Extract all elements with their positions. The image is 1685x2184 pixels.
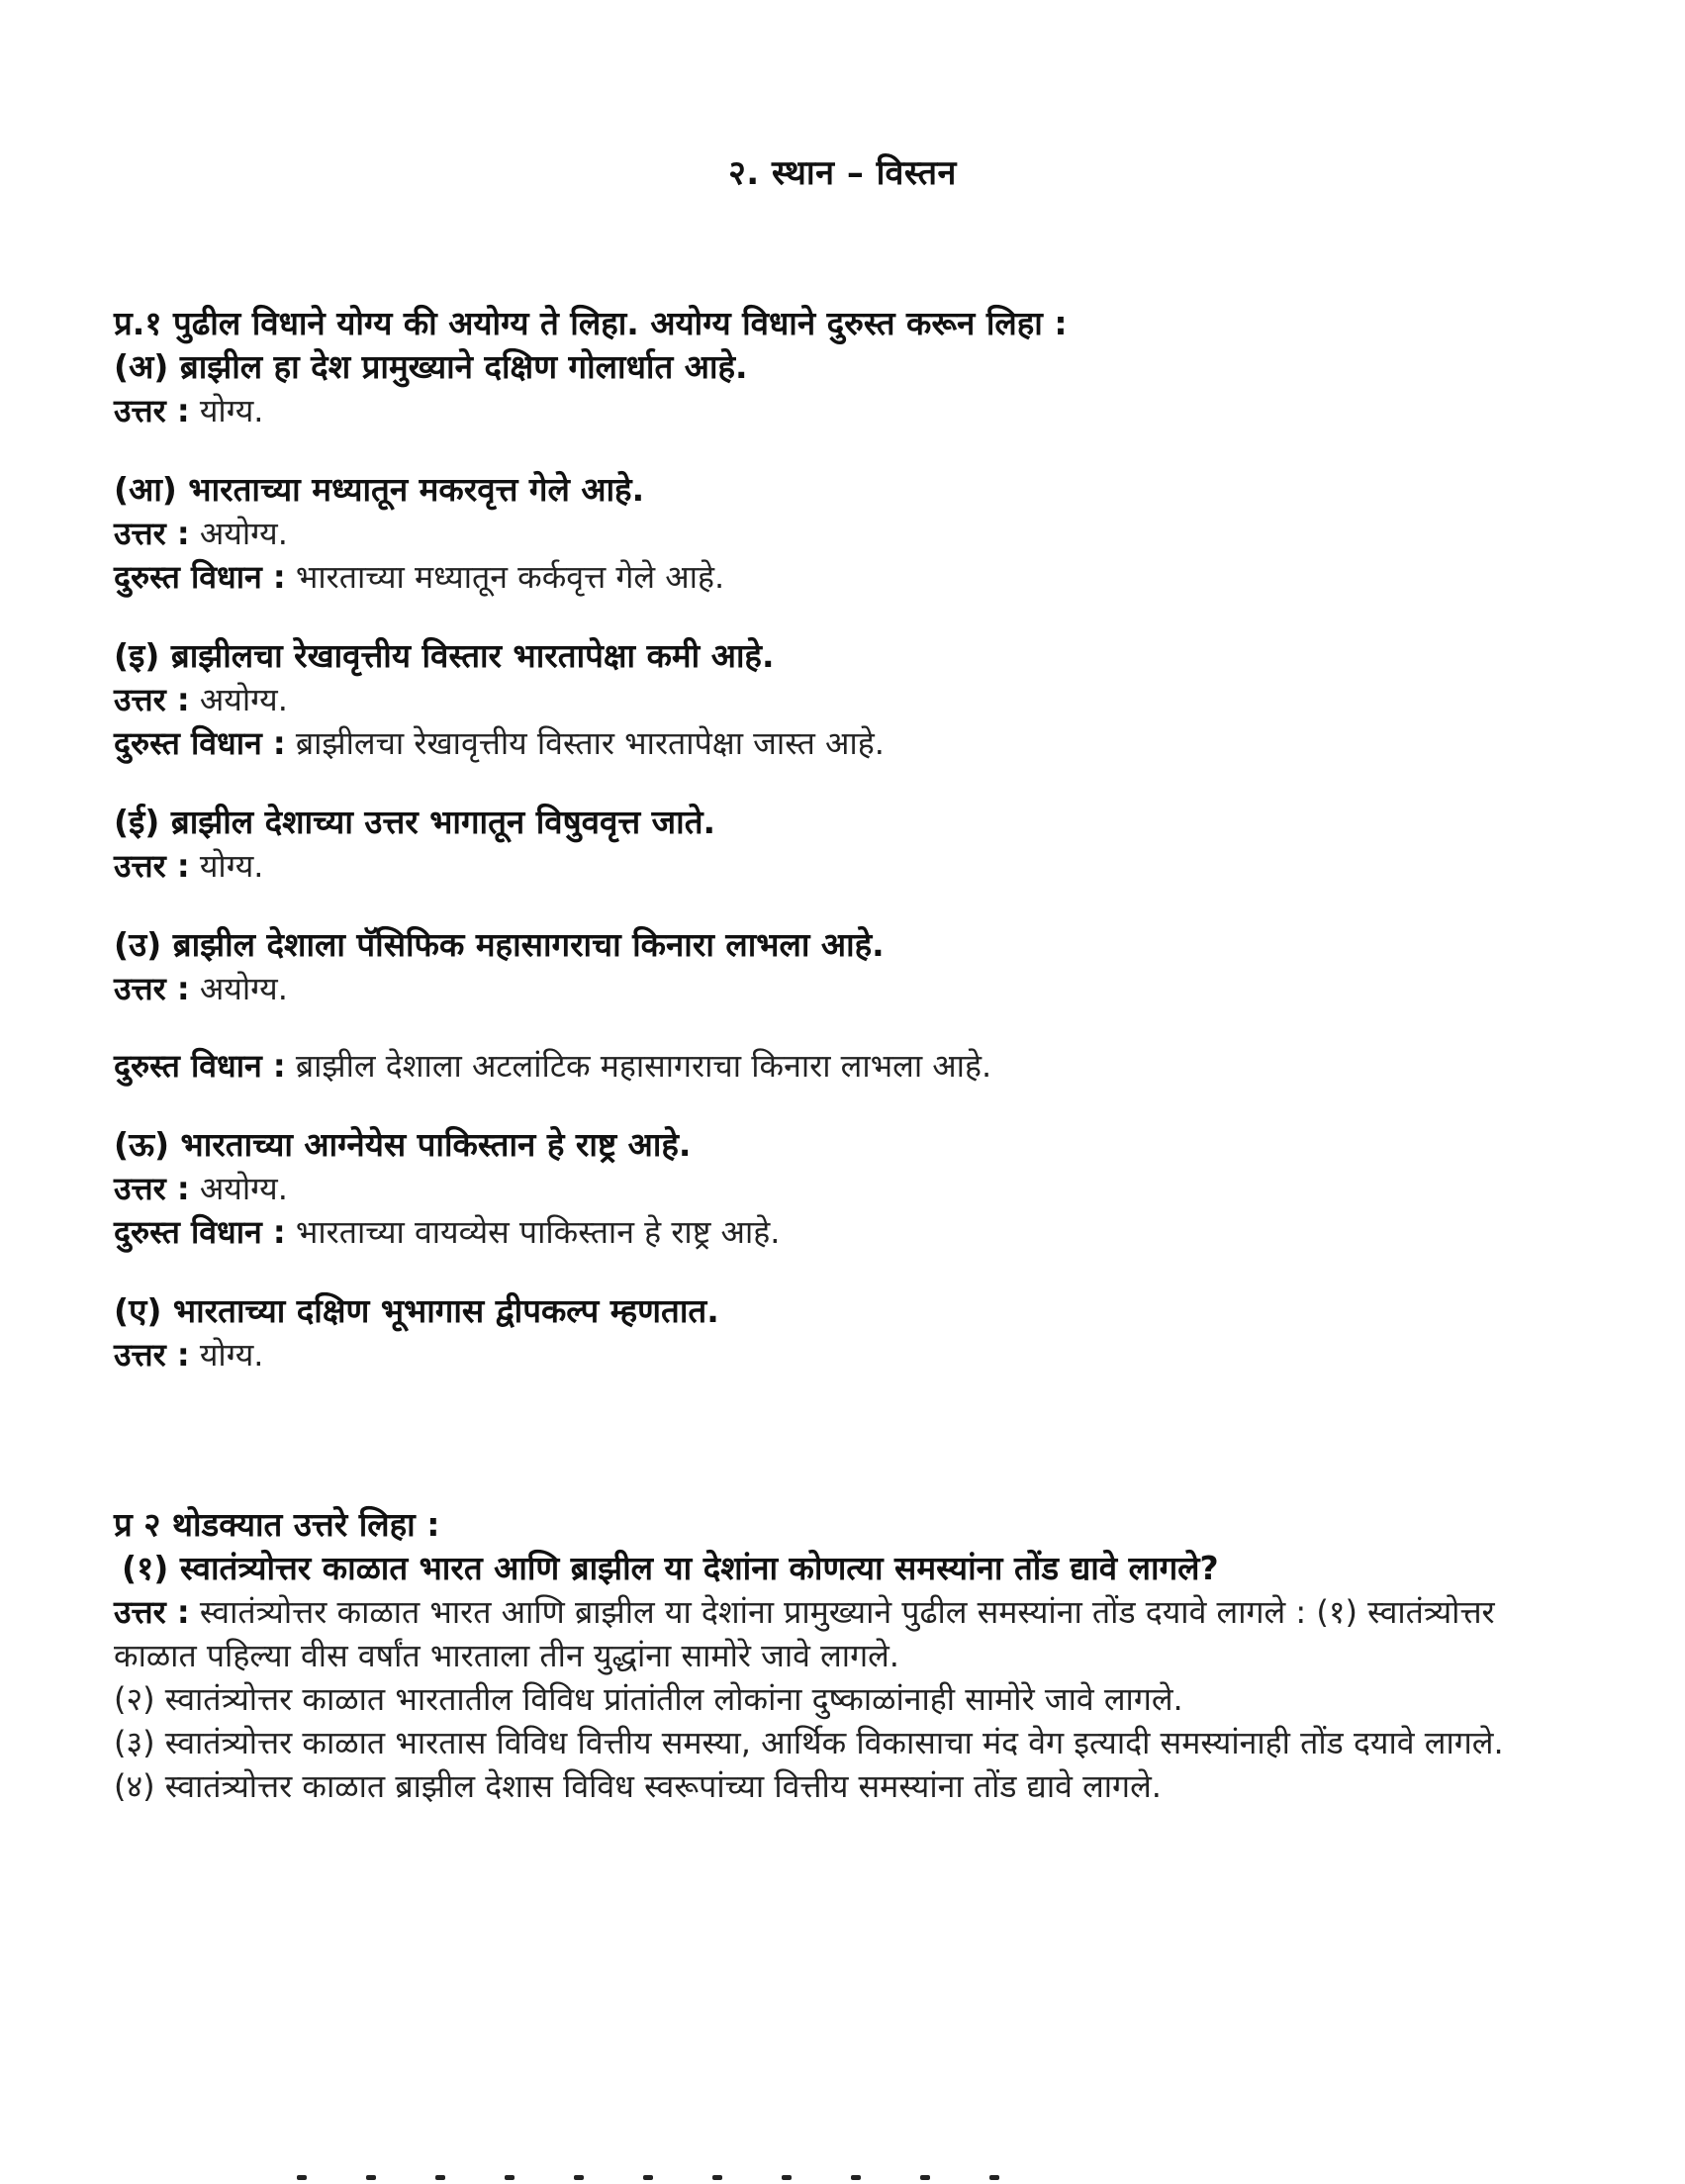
q1-item: [114, 801, 1578, 888]
correction-value: भारताच्या मध्यातून कर्कवृत्त गेले आहे.: [295, 558, 725, 596]
answer-value: अयोग्य.: [199, 1170, 288, 1207]
answer-label: उत्तर :: [114, 1336, 190, 1374]
q2-point: (२) स्वातंत्र्योत्तर काळात भारतातील विविध प्रांतांतील लोकांना दुष्काळांनाही सामोरे जावे लागले.: [114, 1680, 1183, 1718]
answer-line: [114, 844, 1578, 888]
page-title: २. स्थान – विस्तन: [728, 153, 957, 193]
correction-line: [114, 721, 1578, 765]
q1-item: [114, 923, 1578, 1088]
answer-line: [114, 1167, 1578, 1210]
q1-statement: (आ) भारताच्या मध्यातून मकरवृत्त गेले आहे.: [114, 470, 645, 509]
correction-value: भारताच्या वायव्येस पाकिस्तान हे राष्ट्र आहे.: [295, 1213, 781, 1251]
answer-line: [114, 1333, 1578, 1377]
answer-line: [114, 512, 1578, 555]
q1-statement: (उ) ब्राझील देशाला पॅसिफिक महासागराचा किनारा लाभला आहे.: [114, 925, 885, 964]
correction-label: दुरुस्त विधान :: [114, 1047, 286, 1085]
answer-value: अयोग्य.: [199, 515, 288, 552]
answer-line: [114, 389, 1578, 432]
correction-line: [114, 1210, 1578, 1254]
q1-statement: (ए) भारताच्या दक्षिण भूभागास द्वीपकल्प म्हणतात.: [114, 1291, 719, 1330]
q1-statement: (ऊ) भारताच्या आग्नेयेस पाकिस्तान हे राष्ट्र आहे.: [114, 1125, 692, 1164]
answer-value: योग्य.: [199, 847, 264, 885]
correction-label: दुरुस्त विधान :: [114, 1213, 286, 1251]
answer-label: उत्तर :: [114, 681, 190, 718]
q1-heading: प्र.१ पुढील विधाने योग्य की अयोग्य ते लिहा. अयोग्य विधाने दुरुस्त करून लिहा :: [114, 304, 1068, 342]
q1-item: [114, 468, 1578, 599]
q2-section: [114, 1503, 1578, 1808]
correction-value: ब्राझील देशाला अटलांटिक महासागराचा किनारा लाभला आहे.: [295, 1047, 992, 1085]
q1-statement: (इ) ब्राझीलचा रेखावृत्तीय विस्तार भारतापेक्षा कमी आहे.: [114, 636, 775, 675]
q1-statement: (ई) ब्राझील देशाच्या उत्तर भागातून विषुववृत्त जाते.: [114, 803, 716, 841]
answer-label: उत्तर :: [114, 1593, 190, 1631]
answer-text: स्वातंत्र्योत्तर काळात भारत आणि ब्राझील या देशांना प्रामुख्याने पुढील समस्यांना तोंड दयावे लागले : (१) स्वातंत्र्योत्तर काळात पहिल्या वीस वर्षांत भारताला तीन युद्धांना सामोरे जावे लागले.: [114, 1593, 1495, 1674]
answer-label: उत्तर :: [114, 1170, 190, 1207]
q2-point: (३) स्वातंत्र्योत्तर काळात भारतास विविध वित्तीय समस्या, आर्थिक विकासाचा मंद वेग इत्यादी समस्यांनाही तोंड दयावे लागले.: [114, 1724, 1504, 1761]
cut-off-text-line: [297, 2165, 1286, 2171]
answer-label: उत्तर :: [114, 847, 190, 885]
q1-item: [114, 634, 1578, 765]
answer-value: अयोग्य.: [199, 681, 288, 718]
q1-statement: (अ) ब्राझील हा देश प्रामुख्याने दक्षिण गोलार्धात आहे.: [114, 347, 748, 386]
correction-label: दुरुस्त विधान :: [114, 724, 286, 762]
q1-item: [114, 1289, 1578, 1377]
q1-item: [114, 345, 1578, 432]
q2-heading: प्र २ थोडक्यात उत्तरे लिहा :: [114, 1505, 440, 1544]
correction-line: [114, 555, 1578, 599]
correction-value: ब्राझीलचा रेखावृत्तीय विस्तार भारतापेक्षा जास्त आहे.: [295, 724, 885, 762]
answer-line: [114, 967, 1578, 1010]
q2-answer-intro: [114, 1590, 1578, 1677]
answer-value: योग्य.: [199, 1336, 264, 1374]
q1-item: [114, 1123, 1578, 1254]
answer-label: उत्तर :: [114, 515, 190, 552]
answer-label: उत्तर :: [114, 392, 190, 429]
answer-value: अयोग्य.: [199, 970, 288, 1007]
answer-line: [114, 678, 1578, 721]
correction-line: [114, 1044, 1578, 1088]
answer-value: योग्य.: [199, 392, 264, 429]
document-body: [114, 302, 1578, 1808]
correction-label: दुरुस्त विधान :: [114, 558, 286, 596]
spacer: [114, 1010, 1578, 1044]
q2-point: (४) स्वातंत्र्योत्तर काळात ब्राझील देशास विविध स्वरूपांच्या वित्तीय समस्यांना तोंड द्यावे लागले.: [114, 1767, 1162, 1805]
answer-label: उत्तर :: [114, 970, 190, 1007]
q2-sub-question: (१) स्वातंत्र्योत्तर काळात भारत आणि ब्राझील या देशांना कोणत्या समस्यांना तोंड द्यावे लागले?: [122, 1549, 1219, 1587]
